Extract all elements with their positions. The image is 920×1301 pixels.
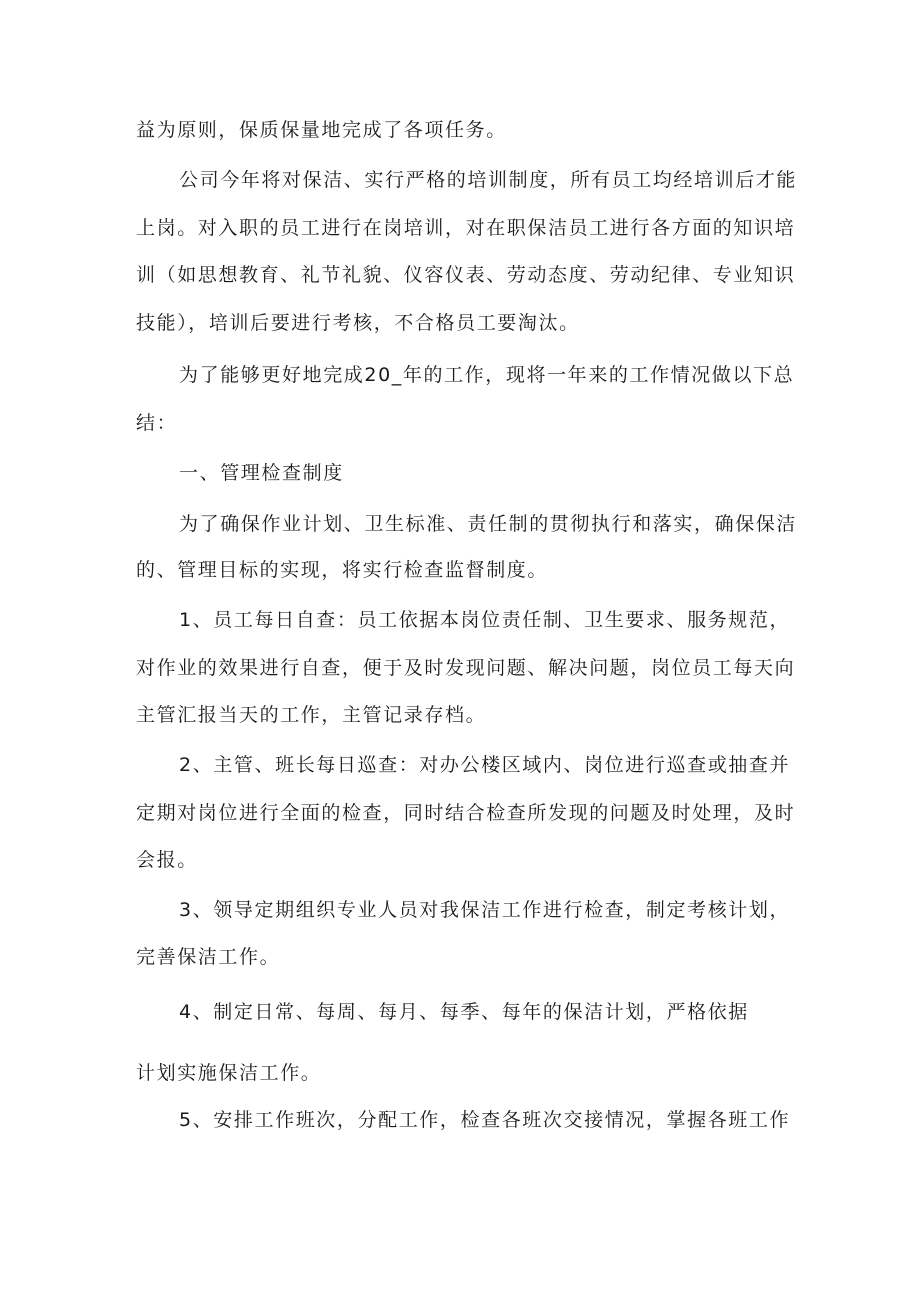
paragraph-line: 对作业的效果进行自查，便于及时发现问题、解决问题，岗位员工每天向 [136,657,796,679]
paragraph-line: 主管汇报当天的工作，主管记录存档。 [136,704,487,726]
paragraph-line: 技能），培训后要进行考核，不合格员工要淘汰。 [136,312,580,334]
paragraph-line: 完善保洁工作。 [136,946,281,968]
paragraph-line: 的、管理目标的实现，将实行检查监督制度。 [136,559,549,581]
paragraph-line: 结： [136,412,178,434]
paragraph-line: 上岗。对入职的员工进行在岗培训，对在职保洁员工进行各方面的知识培 [136,217,796,239]
paragraph-line: 4、制定日常、每周、每月、每季、每年的保洁计划，严格依据 [179,1001,749,1023]
paragraph-line: 2、主管、班长每日巡查：对办公楼区域内、岗位进行巡查或抽查并 [179,754,791,776]
paragraph-line: 公司今年将对保洁、实行严格的培训制度，所有员工均经培训后才能 [179,169,798,191]
section-heading: 一、管理检查制度 [179,462,344,484]
paragraph-line: 为了能够更好地完成20_年的工作，现将一年来的工作情况做以下总 [179,364,795,386]
paragraph-line: 为了确保作业计划、卫生标准、责任制的贯彻执行和落实，确保保洁 [179,513,798,535]
paragraph-line: 定期对岗位进行全面的检查，同时结合检查所发现的问题及时处理，及时 [136,802,796,824]
paragraph-line: 5、安排工作班次，分配工作，检查各班次交接情况，掌握各班工作 [179,1109,791,1131]
paragraph-line: 训（如思想教育、礼节礼貌、仪容仪表、劳动态度、劳动纪律、专业知识 [136,264,796,286]
paragraph-line: 3、领导定期组织专业人员对我保洁工作进行检查，制定考核计划， [179,899,791,921]
paragraph-line: 会报。 [136,849,198,871]
paragraph-line: 益为原则，保质保量地完成了各项任务。 [136,119,507,141]
paragraph-line: 1、员工每日自查：员工依据本岗位责任制、卫生要求、服务规范， [179,609,791,631]
paragraph-line: 计划实施保洁工作。 [136,1062,322,1084]
